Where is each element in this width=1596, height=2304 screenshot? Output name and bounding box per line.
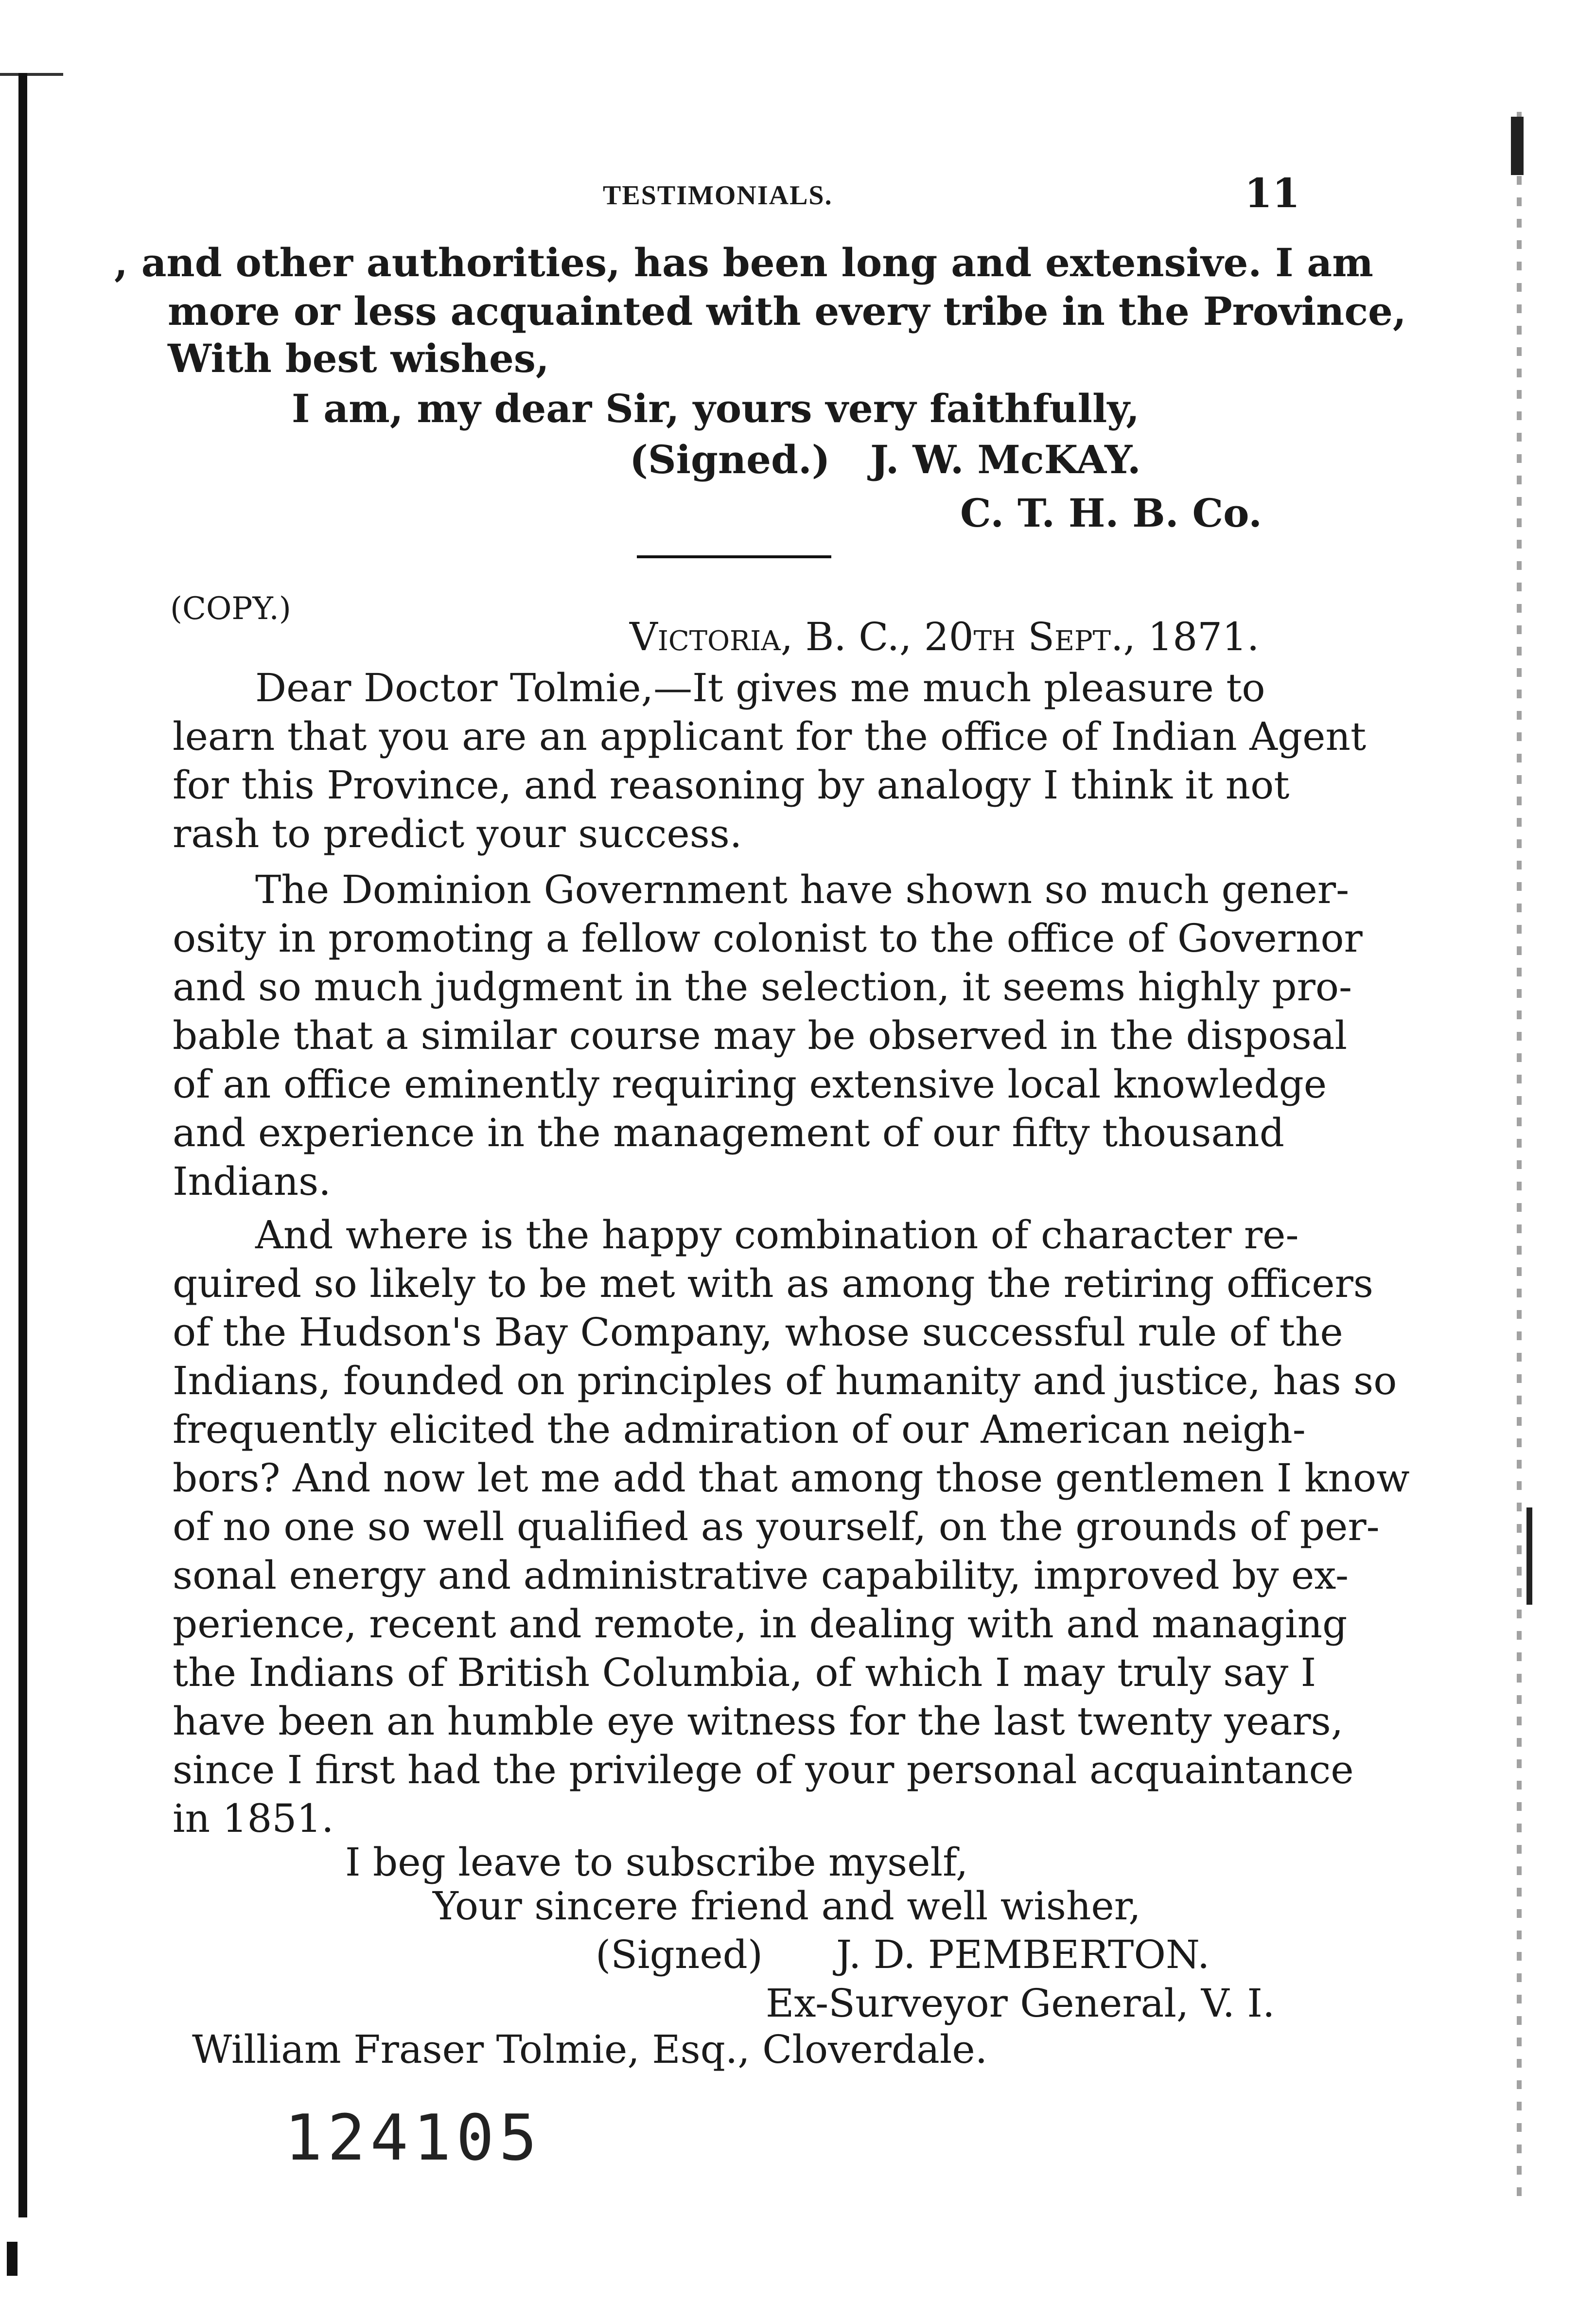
- text-line: and so much judgment in the selection, it seems highly pro-: [173, 964, 1352, 1010]
- text-line: quired so likely to be met with as among the retiring officers: [173, 1261, 1373, 1306]
- text-line: Indians.: [173, 1159, 331, 1204]
- signer-affiliation: C. T. H. B. Co.: [960, 490, 1262, 536]
- copy-label: (COPY.): [170, 591, 291, 627]
- text-line: sonal energy and administrative capability, improved by ex-: [173, 1553, 1349, 1598]
- text-line: frequently elicited the admiration of our American neigh-: [173, 1407, 1306, 1452]
- text-line: perience, recent and remote, in dealing with and managing: [173, 1601, 1348, 1647]
- dateline: Victoria, B. C., 20th Sept., 1871.: [630, 614, 1260, 659]
- scan-edge-right: [1517, 112, 1522, 2203]
- text-line: of the Hudson's Bay Company, whose successful rule of the: [173, 1310, 1343, 1355]
- signed-label: (Signed): [596, 1932, 763, 1977]
- text-line: more or less acquainted with every tribe in the Province,: [168, 288, 1406, 334]
- text-line: and experience in the management of our fifty thousand: [173, 1110, 1284, 1155]
- text-line: the Indians of British Columbia, of which I may truly say I: [173, 1650, 1316, 1695]
- text-line: since I first had the privilege of your personal acquaintance: [173, 1747, 1354, 1792]
- text-line: I am, my dear Sir, yours very faithfully,: [292, 386, 1140, 431]
- scan-border-top: [0, 73, 63, 76]
- running-header: TESTIMONIALS.: [603, 180, 833, 211]
- text-line: for this Province, and reasoning by analogy I think it not: [173, 762, 1290, 808]
- section-divider: [637, 555, 831, 558]
- text-line: have been an humble eye witness for the last twenty years,: [173, 1699, 1344, 1744]
- signer-title: Ex-Surveyor General, V. I.: [766, 1981, 1275, 2026]
- closing-line: I beg leave to subscribe myself,: [345, 1840, 968, 1885]
- text-line: And where is the happy combination of character re-: [255, 1212, 1299, 1258]
- text-line: osity in promoting a fellow colonist to the office of Governor: [173, 916, 1363, 961]
- text-line: Dear Doctor Tolmie,—It gives me much pleasure to: [255, 665, 1265, 710]
- text-line: rash to predict your success.: [173, 811, 742, 856]
- text-line: The Dominion Government have shown so much gener-: [255, 867, 1350, 912]
- text-line: Indians, founded on principles of humanity and justice, has so: [173, 1358, 1397, 1403]
- text-line: With best wishes,: [168, 336, 549, 381]
- scan-border-left: [18, 73, 27, 2217]
- closing-line: Your sincere friend and well wisher,: [433, 1883, 1141, 1929]
- scan-mark: [7, 2242, 18, 2276]
- scan-mark: [1511, 117, 1524, 175]
- text-line: in 1851.: [173, 1796, 334, 1841]
- text-line: of no one so well qualified as yourself, on the grounds of per-: [173, 1504, 1380, 1549]
- text-line: of an office eminently requiring extensive local knowledge: [173, 1062, 1327, 1107]
- text-line: , and other authorities, has been long and extensive. I am: [114, 240, 1373, 285]
- catalog-stamp-number: 124105: [284, 2101, 542, 2175]
- signed-label: (Signed.): [630, 437, 830, 482]
- signer-name: J. D. PEMBERTON.: [836, 1932, 1210, 1977]
- scan-mark: [1526, 1507, 1532, 1605]
- text-line: bable that a similar course may be observed in the disposal: [173, 1013, 1348, 1058]
- text-line: bors? And now let me add that among those gentlemen I know: [173, 1455, 1410, 1501]
- page-number: 11: [1245, 170, 1300, 217]
- text-line: learn that you are an applicant for the office of Indian Agent: [173, 714, 1367, 759]
- addressee-line: William Fraser Tolmie, Esq., Cloverdale.: [192, 2027, 988, 2072]
- signer-name: J. W. McKAY.: [870, 437, 1141, 482]
